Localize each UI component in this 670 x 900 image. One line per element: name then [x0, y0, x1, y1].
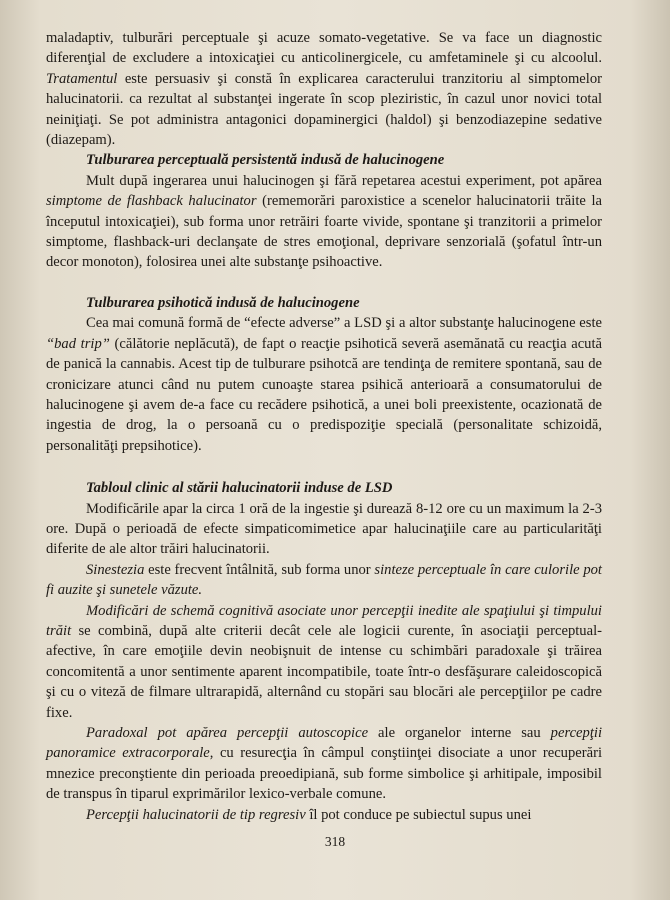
page-number: 318 [324, 834, 346, 849]
paragraph-cognitive: Modificări de schemă cognitivă asociate unor percepţii inedite ale spaţiului şi timpului trăit se combină, după alte criterii decât cele ale logicii curente, în asociaţii perceptual-afective, în care emoţiile devin neobişnuit de intense cu schimbări paradoxale şi trăirea concomitentă a unor sentimente aparent incompatibile, toate într-o desfăşurare caleidoscopică şi cu o viteză de filmare ultrarapidă, alternând cu stopări sau blocări ale percepţiilor pe cadre fixe. [46, 602, 602, 721]
emphasis-term: “bad trip” [46, 335, 110, 352]
section-heading: Tulburarea perceptuală persistentă indusă de halucinogene [86, 152, 445, 169]
paragraph-synesthesia: Sinestezia este frecvent întâlnită, sub forma unor sinteze perceptuale în care culorile pot fi auzite şi sunetele văzute. [46, 561, 602, 599]
paragraph-regressive: Percepţii halucinatorii de tip regresiv îl pot conduce pe subiectul supus unei [86, 806, 532, 823]
section-heading: Tulburarea psihotică indusă de halucinogene [86, 294, 360, 311]
emphasis-term: Percepţii halucinatorii de tip regresiv [86, 806, 306, 823]
emphasis-term: simptome de flashback halucinator [46, 193, 257, 210]
page-body [46, 28, 602, 825]
paragraph-psychotic: Cea mai comună formă de “efecte adverse” a LSD şi a altor substanţe halucinogene este “bad trip” (călătorie neplăcută), de fapt o reacţie psihotică severă asemănată cu reacţia acută de panică la cannabis. Acest tip de tulburare psihotcă are tendinţa de remitere spontană, sau de cronicizare atunci când nu putem cunoaşte starea psihică anterioară a consumatorului de halucinogene şi avem de-a face cu recădere psihotică, a unei boli preexistente, ocazionată de ingestia de drog, la o persoană cu o predispoziţie specială (personalitate schizoidă, personalităţi prepsihotice). [46, 315, 603, 454]
section-heading: Tabloul clinic al stării halucinatorii induse de LSD [86, 480, 393, 497]
emphasis-term: sinteze perceptuale în care culorile pot fi auzite şi sunetele văzute. [46, 561, 602, 599]
spacer [46, 456, 602, 478]
emphasis-term: Paradoxal pot apărea percepţii autoscopice [86, 725, 369, 741]
paragraph-autoscopic: Paradoxal pot apărea percepţii autoscopice ale organelor interne sau percepţii panoramice extracorporale, cu resurecţia în câmpul conştiinţei disociate a unor recuperări mnezice preconştiente din perioada preoedipiană, sub forme simbolice şi arhitipale, imposibil de transpus în tiparul exprimărilor lexico-verbale comune. [46, 725, 602, 803]
paragraph-onset: Modificările apar la circa 1 oră de la ingestie şi durează 8-12 ore cu un maximum la 2-3 ore. După o perioadă de efecte simpaticomimetice apar halucinaţiile care au particularităţi diferite de ale altor trăiri halucinatorii. [46, 500, 602, 558]
emphasis-term: percepţii panoramice extracorporale [46, 725, 602, 762]
spacer [46, 273, 602, 293]
paragraph-intro: maladaptiv, tulburări perceptuale şi acuze somato-vegetative. Se va face un diagnostic diferenţial de excludere a intoxicaţiei cu anticolinergicele, cu amfetaminele şi cu alcoolul. Tratamentul este persuasiv şi constă în explicarea caracterului tranzitoriu al simptomelor halucinatorii. ca rezultat al substanţei ingerate în scop pleziristic, în cazul unor novici total neiniţiaţi. Se pot administra antagonici dopaminergici (haldol) şi benzodiazepine sedative (diazepam). [46, 30, 602, 149]
emphasis-term: Modificări de schemă cognitivă asociate unor percepţii inedite ale spaţiului şi timpului trăit [46, 602, 602, 639]
paragraph-flashback: Mult după ingerarea unui halucinogen şi fără repetarea acestui experiment, pot apărea simptome de flashback halucinator (rememorări paroxistice a scenelor halucinatorii trăite la începutul intoxicaţiei), sub forma unor retrăiri foarte vivide, spontane şi tranzitorii a primelor simptome, flashback-uri declanşate de stres emoţional, deprivare senzorială (şofatul într-un decor monoton), folosirea unei alte substanţe psihoactive. [46, 172, 602, 271]
emphasis-term: Sinestezia [86, 561, 145, 578]
emphasis-term: Tratamentul [46, 70, 118, 87]
